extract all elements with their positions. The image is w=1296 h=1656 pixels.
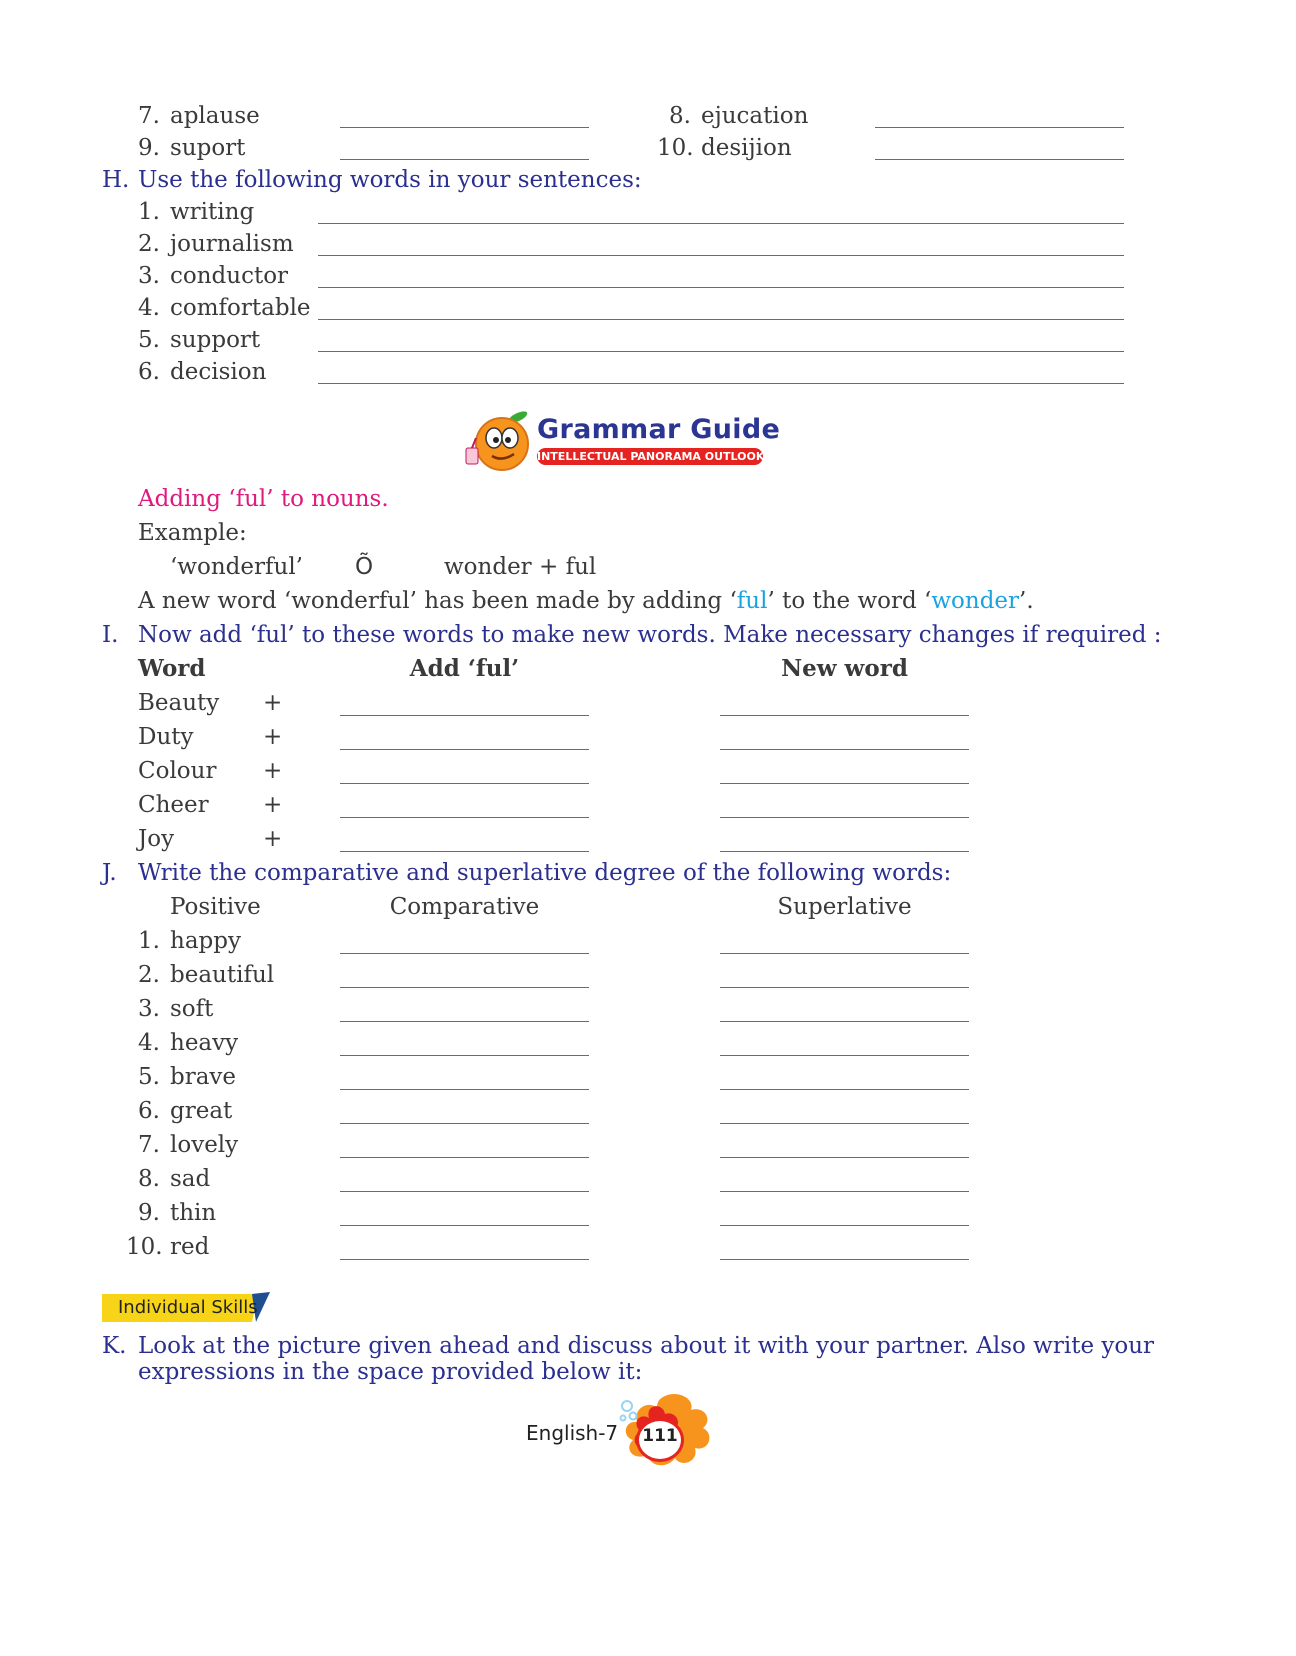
section-instruction: Now add ‘ful’ to these words to make new words. Make necessary changes if required : bbox=[138, 622, 1162, 648]
vocab-word: journalism bbox=[170, 231, 294, 257]
comparative-answer-line[interactable] bbox=[340, 1157, 589, 1158]
sentence-line[interactable] bbox=[318, 383, 1124, 384]
adjective-word: heavy bbox=[170, 1030, 239, 1056]
list-number: 5. bbox=[138, 327, 160, 353]
list-number: 7. bbox=[138, 1132, 160, 1158]
answer-line[interactable] bbox=[720, 783, 969, 784]
answer-line[interactable] bbox=[340, 715, 589, 716]
comparative-answer-line[interactable] bbox=[340, 1021, 589, 1022]
section-instruction: Use the following words in your sentences: bbox=[138, 167, 642, 193]
plus-sign: + bbox=[263, 690, 283, 716]
superlative-answer-line[interactable] bbox=[720, 953, 969, 954]
base-word: Duty bbox=[138, 724, 194, 750]
column-header-add: Add ‘ful’ bbox=[409, 655, 520, 682]
base-word: Colour bbox=[138, 758, 217, 784]
comparative-answer-line[interactable] bbox=[340, 987, 589, 988]
section-instruction: Write the comparative and superlative degree of the following words: bbox=[138, 860, 952, 886]
plus-sign: + bbox=[263, 826, 283, 852]
adjective-word: sad bbox=[170, 1166, 211, 1192]
list-number: 1. bbox=[138, 928, 160, 954]
column-header-positive: Positive bbox=[170, 894, 261, 920]
list-number: 2. bbox=[138, 962, 160, 988]
list-number: 3. bbox=[138, 263, 160, 289]
misspelled-word: ejucation bbox=[701, 103, 809, 129]
answer-line[interactable] bbox=[340, 127, 589, 128]
list-number: 1. bbox=[138, 199, 160, 225]
explanation-text: ’ to the word ‘ bbox=[767, 588, 932, 614]
adjective-word: red bbox=[170, 1234, 210, 1260]
adjective-word: soft bbox=[170, 996, 214, 1022]
superlative-answer-line[interactable] bbox=[720, 1191, 969, 1192]
superlative-answer-line[interactable] bbox=[720, 1259, 969, 1260]
highlight-suffix: ful bbox=[736, 588, 768, 614]
base-word: Cheer bbox=[138, 792, 209, 818]
sentence-line[interactable] bbox=[318, 287, 1124, 288]
plus-sign: + bbox=[263, 724, 283, 750]
list-number: 6. bbox=[138, 359, 160, 385]
page-number: 111 bbox=[642, 1426, 678, 1446]
sentence-line[interactable] bbox=[318, 255, 1124, 256]
column-header-word: Word bbox=[138, 655, 206, 682]
list-number: 6. bbox=[138, 1098, 160, 1124]
column-header-new: New word bbox=[781, 655, 908, 682]
comparative-answer-line[interactable] bbox=[340, 1123, 589, 1124]
superlative-answer-line[interactable] bbox=[720, 1157, 969, 1158]
section-letter: K. bbox=[102, 1333, 127, 1359]
superlative-answer-line[interactable] bbox=[720, 1055, 969, 1056]
example-word: ‘wonderful’ bbox=[170, 554, 303, 580]
list-number: 10. bbox=[657, 135, 694, 161]
superlative-answer-line[interactable] bbox=[720, 1089, 969, 1090]
vocab-word: decision bbox=[170, 359, 267, 385]
sentence-line[interactable] bbox=[318, 319, 1124, 320]
adjective-word: lovely bbox=[170, 1132, 239, 1158]
answer-line[interactable] bbox=[720, 817, 969, 818]
list-number: 5. bbox=[138, 1064, 160, 1090]
answer-line[interactable] bbox=[875, 159, 1124, 160]
explanation-text: ’. bbox=[1019, 588, 1034, 614]
plus-sign: + bbox=[263, 792, 283, 818]
lesson-heading: Adding ‘ful’ to nouns. bbox=[138, 486, 389, 512]
plus-sign: + bbox=[263, 758, 283, 784]
section-instruction-cont: expressions in the space provided below it: bbox=[138, 1359, 643, 1385]
badge-label: Individual Skills bbox=[118, 1297, 258, 1318]
misspelled-word: desijion bbox=[701, 135, 792, 161]
answer-line[interactable] bbox=[340, 817, 589, 818]
list-number: 8. bbox=[138, 1166, 160, 1192]
answer-line[interactable] bbox=[875, 127, 1124, 128]
list-number: 2. bbox=[138, 231, 160, 257]
section-letter: J. bbox=[102, 860, 117, 886]
list-number: 4. bbox=[138, 1030, 160, 1056]
comparative-answer-line[interactable] bbox=[340, 1191, 589, 1192]
comparative-answer-line[interactable] bbox=[340, 1089, 589, 1090]
lesson-explanation bbox=[138, 586, 1034, 616]
column-header-superlative: Superlative bbox=[777, 894, 912, 920]
adjective-word: happy bbox=[170, 928, 241, 954]
list-number: 9. bbox=[138, 1200, 160, 1226]
answer-line[interactable] bbox=[720, 715, 969, 716]
answer-line[interactable] bbox=[720, 851, 969, 852]
base-word: Joy bbox=[138, 826, 175, 852]
explanation-text: A new word ‘wonderful’ has been made by adding ‘ bbox=[138, 588, 737, 614]
vocab-word: support bbox=[170, 327, 261, 353]
answer-line[interactable] bbox=[340, 783, 589, 784]
misspelled-word: aplause bbox=[170, 103, 260, 129]
comparative-answer-line[interactable] bbox=[340, 1055, 589, 1056]
comparative-answer-line[interactable] bbox=[340, 1225, 589, 1226]
logo-subtitle-banner: INTELLECTUAL PANORAMA OUTLOOK bbox=[537, 450, 765, 463]
highlight-root: wonder bbox=[931, 588, 1020, 614]
answer-line[interactable] bbox=[340, 159, 589, 160]
vocab-word: writing bbox=[170, 199, 255, 225]
superlative-answer-line[interactable] bbox=[720, 1123, 969, 1124]
list-number: 10. bbox=[126, 1234, 163, 1260]
sentence-line[interactable] bbox=[318, 351, 1124, 352]
sentence-line[interactable] bbox=[318, 223, 1124, 224]
adjective-word: brave bbox=[170, 1064, 237, 1090]
arrow-glyph: Õ bbox=[355, 554, 374, 580]
section-instruction: Look at the picture given ahead and discuss about it with your partner. Also write your bbox=[138, 1333, 1155, 1359]
comparative-answer-line[interactable] bbox=[340, 953, 589, 954]
superlative-answer-line[interactable] bbox=[720, 987, 969, 988]
superlative-answer-line[interactable] bbox=[720, 1225, 969, 1226]
list-number: 7. bbox=[138, 103, 160, 129]
adjective-word: thin bbox=[170, 1200, 217, 1226]
base-word: Beauty bbox=[138, 690, 220, 716]
answer-line[interactable] bbox=[340, 749, 589, 750]
comparative-answer-line[interactable] bbox=[340, 1259, 589, 1260]
vocab-word: comfortable bbox=[170, 295, 311, 321]
book-title: English-7 bbox=[526, 1421, 619, 1445]
vocab-word: conductor bbox=[170, 263, 289, 289]
list-number: 9. bbox=[138, 135, 160, 161]
misspelled-word: suport bbox=[170, 135, 246, 161]
answer-line[interactable] bbox=[340, 851, 589, 852]
logo-title: Grammar Guide bbox=[537, 414, 781, 445]
example-parts: wonder + ful bbox=[444, 554, 597, 580]
section-letter: H. bbox=[102, 167, 130, 193]
adjective-word: beautiful bbox=[170, 962, 275, 988]
section-letter: I. bbox=[102, 622, 119, 648]
superlative-answer-line[interactable] bbox=[720, 1021, 969, 1022]
list-number: 8. bbox=[669, 103, 691, 129]
column-header-comparative: Comparative bbox=[389, 894, 540, 920]
adjective-word: great bbox=[170, 1098, 233, 1124]
list-number: 3. bbox=[138, 996, 160, 1022]
example-label: Example: bbox=[138, 520, 247, 546]
answer-line[interactable] bbox=[720, 749, 969, 750]
orange-mascot-icon bbox=[460, 408, 536, 472]
list-number: 4. bbox=[138, 295, 160, 321]
